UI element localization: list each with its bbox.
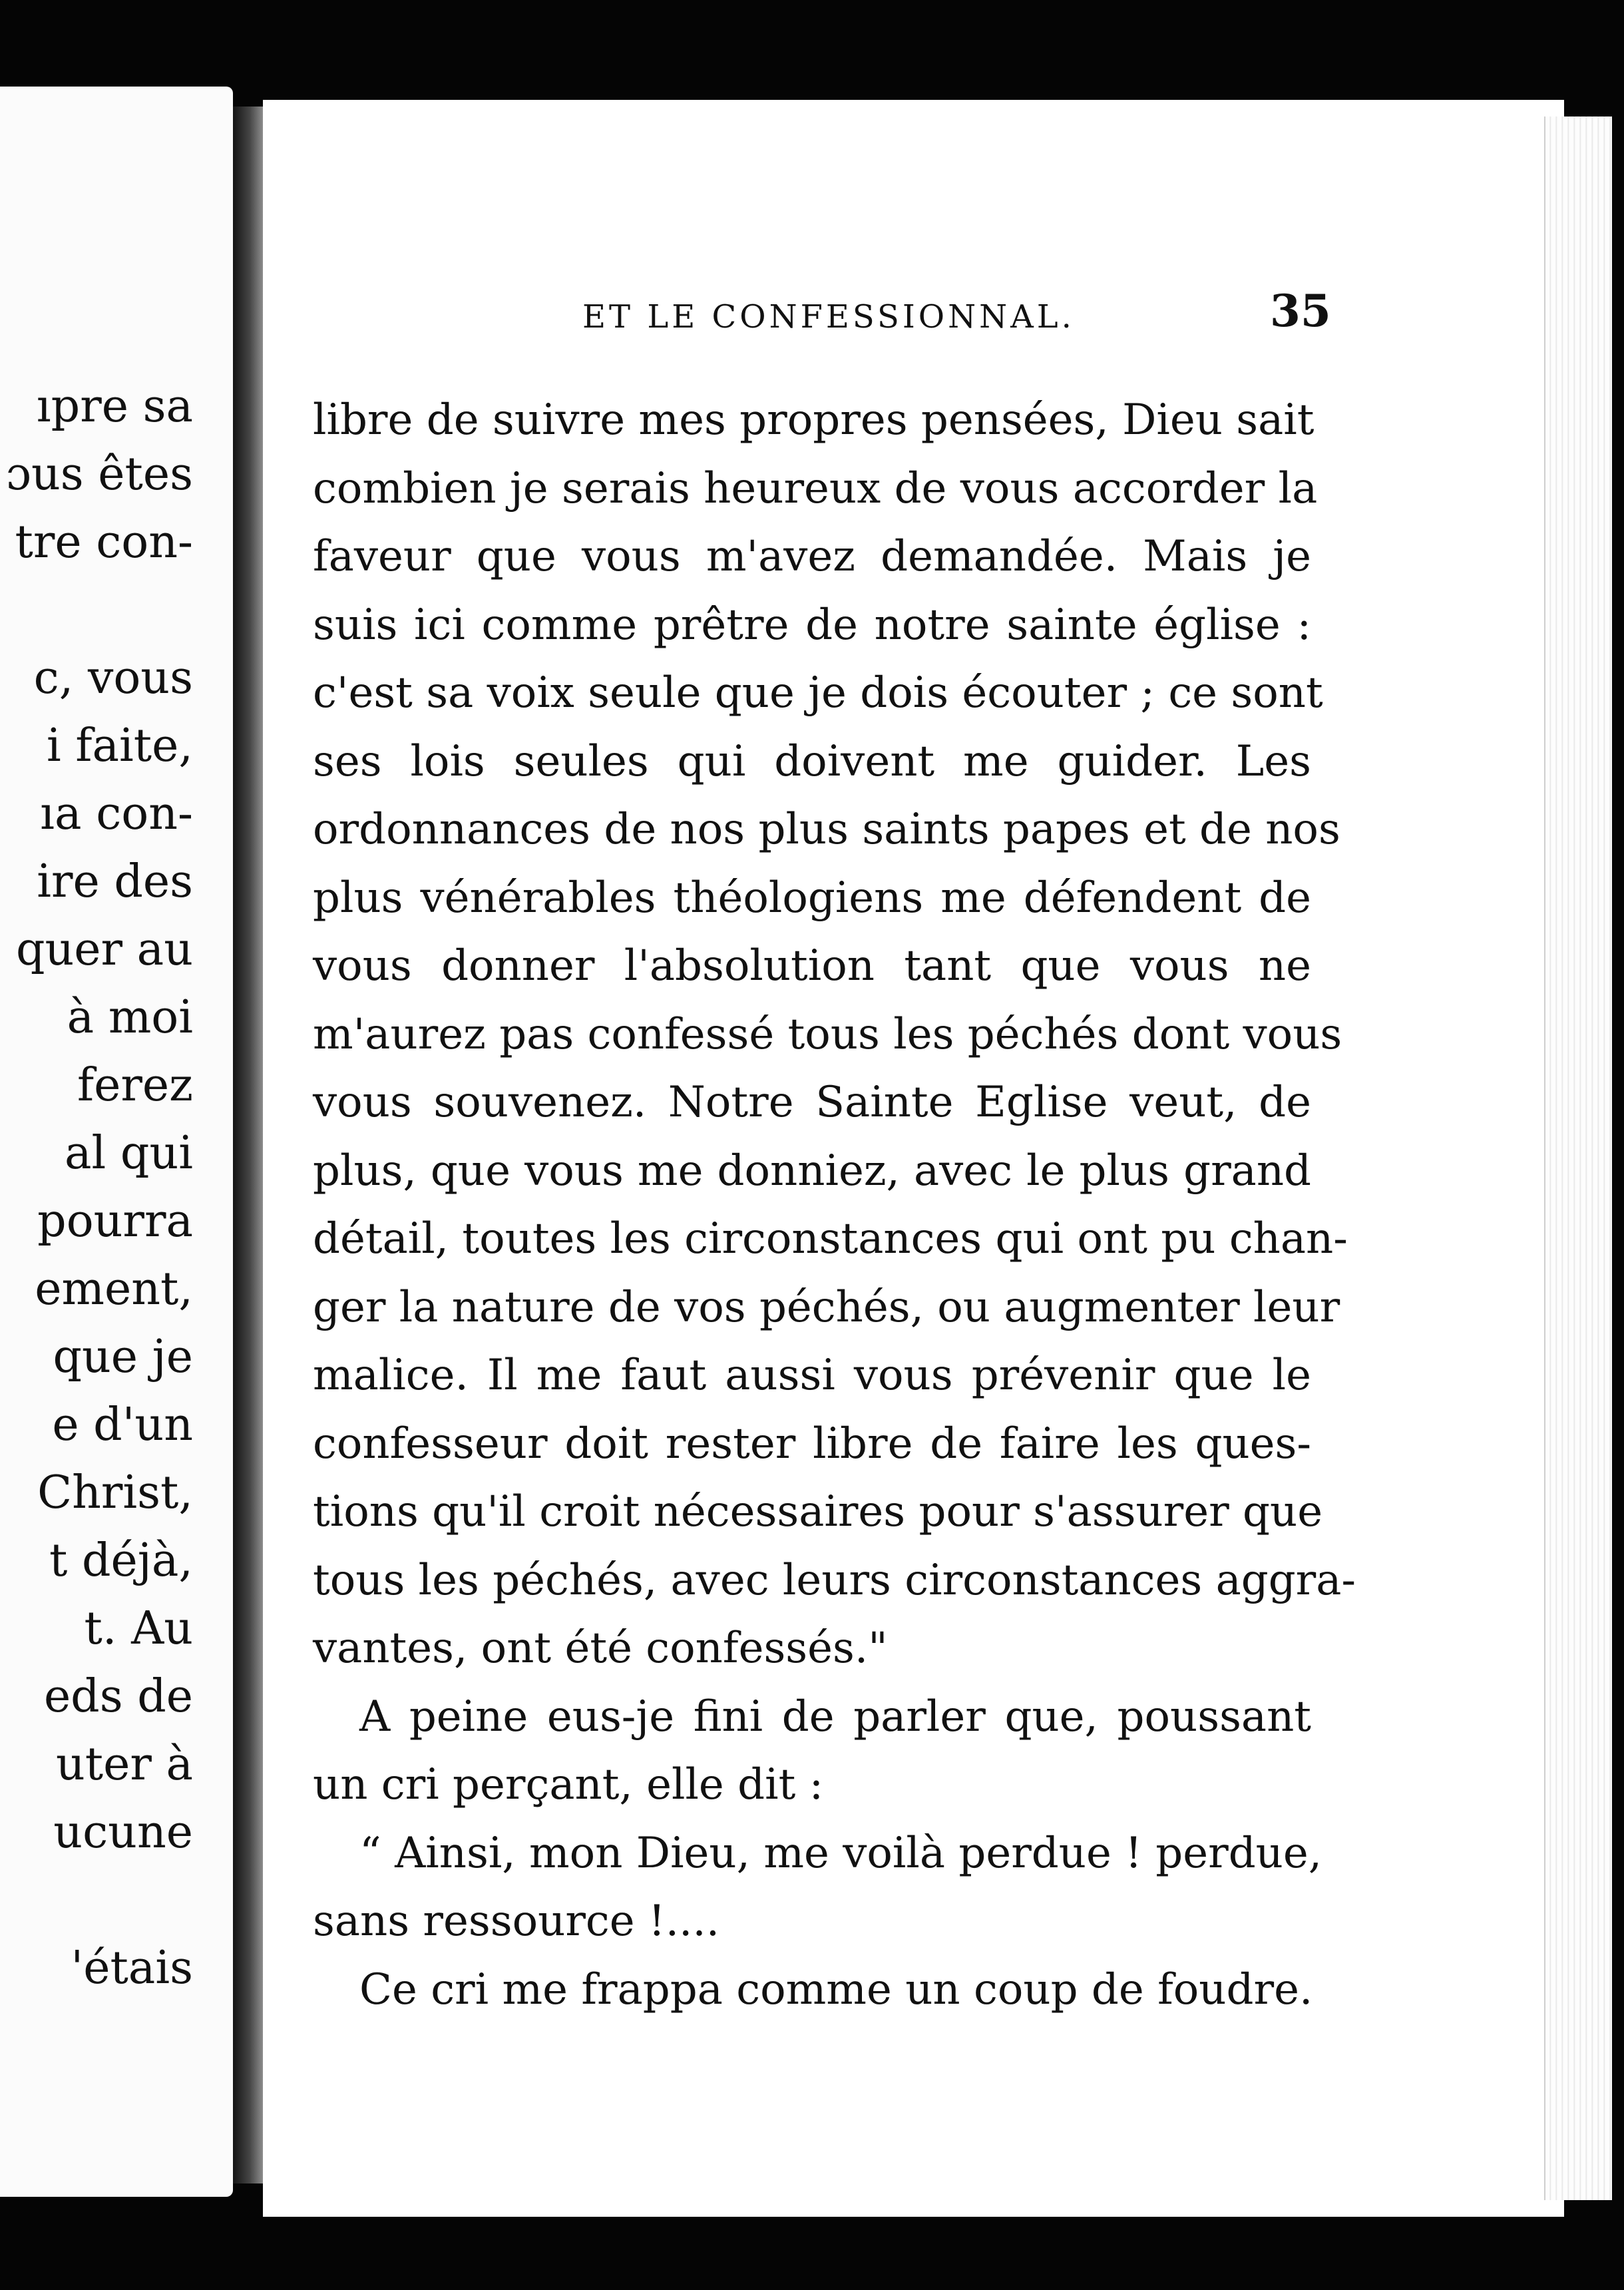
left-line: ement, <box>35 1263 193 1315</box>
left-line: pourra <box>37 1195 193 1248</box>
left-line: t. Au <box>84 1602 193 1655</box>
text-line: un cri perçant, elle dit : <box>313 1760 824 1809</box>
left-line: tre con- <box>15 516 193 569</box>
left-line: ucune <box>53 1806 193 1859</box>
text-line: combien je serais heureux de vous accorder la <box>313 463 1318 513</box>
book-gutter <box>233 107 263 2183</box>
text-line: ger la nature de vos péchés, ou augmenter leur <box>313 1282 1340 1332</box>
left-page <box>0 87 233 2197</box>
text-line: détail, toutes les circonstances qui ont pu chan- <box>313 1214 1348 1263</box>
text-line: faveur que vous m'avez demandée. Mais je <box>313 532 1311 581</box>
running-head: ET LE CONFESSIONNAL. <box>582 298 1075 336</box>
page-edges <box>1544 116 1612 2200</box>
left-line <box>0 576 193 644</box>
left-line: ire des <box>37 855 193 908</box>
text-line: A peine eus-je fini de parler que, poussant <box>359 1692 1311 1741</box>
page-number: 35 <box>1270 285 1331 337</box>
left-line: ferez <box>77 1059 193 1112</box>
text-line: plus vénérables théologiens me défendent de <box>313 873 1311 923</box>
left-line: al qui <box>65 1127 193 1180</box>
left-line: quer au <box>15 923 193 976</box>
text-line: vous souvenez. Notre Sainte Eglise veut, de <box>313 1078 1311 1127</box>
left-line: e d'un <box>52 1399 193 1451</box>
left-line: que je <box>53 1331 193 1383</box>
left-page-text <box>0 373 193 2002</box>
left-line: à moi <box>67 991 193 1044</box>
left-line: ıa con- <box>40 788 193 840</box>
text-line: m'aurez pas confessé tous les péchés dont vous <box>313 1009 1342 1059</box>
text-line: malice. Il me faut aussi vous prévenir que le <box>313 1351 1311 1400</box>
left-line: ɔus êtes <box>5 448 193 501</box>
text-line: tions qu'il croit nécessaires pour s'assurer que <box>313 1487 1323 1536</box>
left-line: t déjà, <box>49 1534 193 1587</box>
left-line <box>0 1867 193 1935</box>
text-line: c'est sa voix seule que je dois écouter ; ce sont <box>313 668 1323 718</box>
left-line: c, vous <box>33 652 193 704</box>
text-line: Ce cri me frappa comme un coup de foudre. <box>359 1964 1313 2014</box>
left-line: eds de <box>43 1670 193 1723</box>
left-line: i faite, <box>46 720 193 772</box>
text-line: vantes, ont été confessés." <box>313 1624 888 1673</box>
text-line: ses lois seules qui doivent me guider. Les <box>313 736 1311 786</box>
text-line: plus, que vous me donniez, avec le plus grand <box>313 1146 1311 1196</box>
body-text <box>313 386 1356 2024</box>
text-line: tous les péchés, avec leurs circonstances aggra- <box>313 1555 1356 1605</box>
text-line: ordonnances de nos plus saints papes et de nos <box>313 805 1340 854</box>
left-line: ıpre sa <box>36 380 193 433</box>
text-line: suis ici comme prêtre de notre sainte église : <box>313 600 1311 650</box>
left-line: Christ, <box>37 1467 193 1519</box>
left-line: uter à <box>55 1738 193 1791</box>
text-line: vous donner l'absolution tant que vous ne <box>313 941 1311 991</box>
left-line: 'étais <box>71 1942 193 1994</box>
text-line: confesseur doit rester libre de faire les ques- <box>313 1419 1311 1469</box>
text-line: sans ressource !.... <box>313 1897 720 1946</box>
text-line: libre de suivre mes propres pensées, Dieu sait <box>313 395 1315 445</box>
text-line: “ Ainsi, mon Dieu, me voilà perdue ! perdue, <box>359 1828 1322 1878</box>
